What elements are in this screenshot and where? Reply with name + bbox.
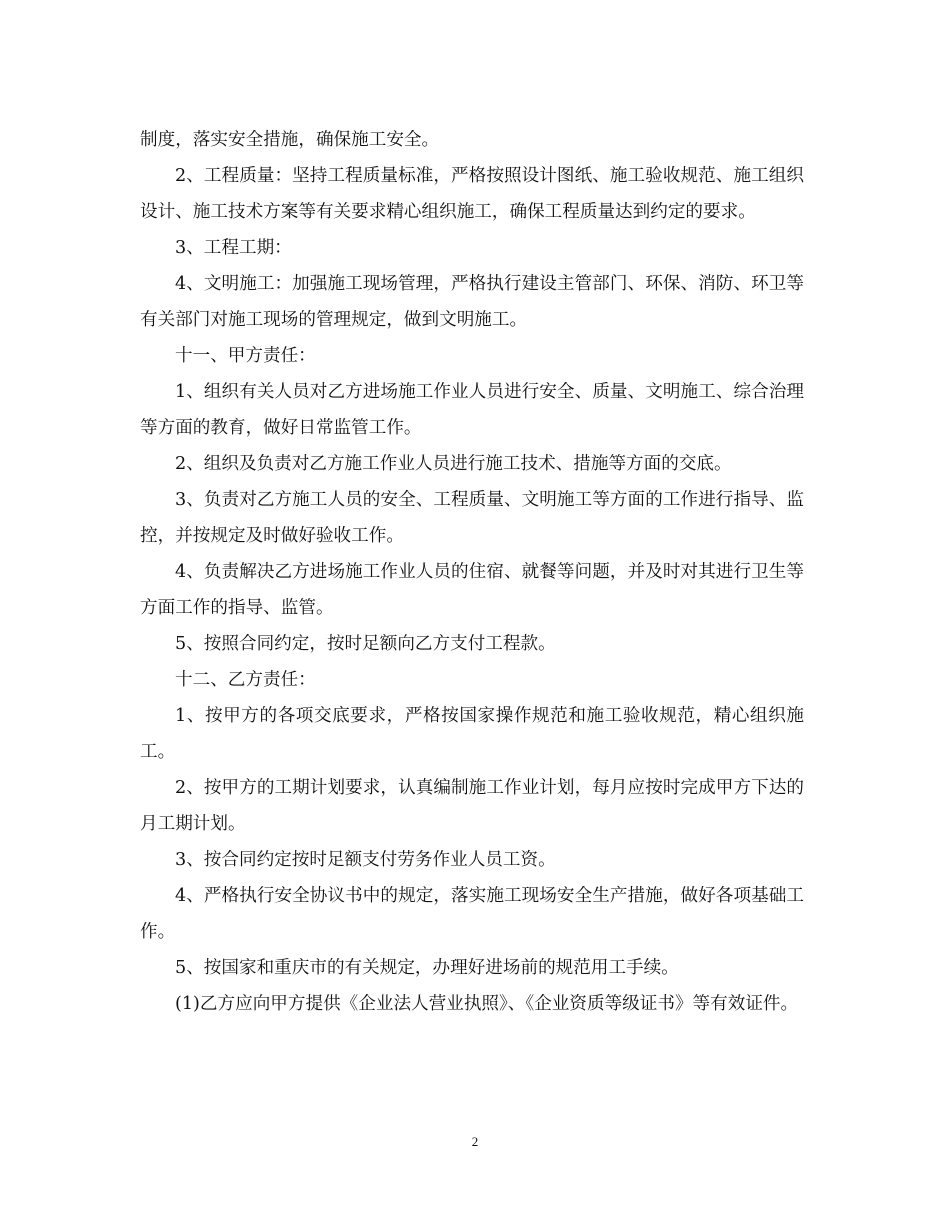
paragraph-3: 3、工程工期：	[175, 238, 292, 258]
paragraph-12: 1、按甲方的各项交底要求，严格按国家操作规范和施工验收规范，精心组织施工。	[140, 706, 804, 762]
paragraph-14: 3、按合同约定按时足额支付劳务作业人员工资。	[175, 850, 556, 870]
document-body	[140, 122, 804, 1022]
paragraph-1: 制度，落实安全措施，确保施工安全。	[140, 130, 440, 150]
paragraph-15: 4、严格执行安全协议书中的规定，落实施工现场安全生产措施，做好各项基础工作。	[140, 886, 804, 942]
paragraph-13: 2、按甲方的工期计划要求，认真编制施工作业计划，每月应按时完成甲方下达的月工期计划。	[140, 778, 804, 834]
paragraph-4: 4、文明施工：加强施工现场管理，严格执行建设主管部门、环保、消防、环卫等有关部门对施工现场的管理规定，做到文明施工。	[140, 274, 804, 330]
paragraph-9: 4、负责解决乙方进场施工作业人员的住宿、就餐等问题，并及时对其进行卫生等方面工作的指导、监管。	[140, 562, 804, 618]
paragraph-16: 5、按国家和重庆市的有关规定，办理好进场前的规范用工手续。	[175, 958, 679, 978]
paragraph-10: 5、按照合同约定，按时足额向乙方支付工程款。	[175, 634, 556, 654]
paragraph-7: 2、组织及负责对乙方施工作业人员进行施工技术、措施等方面的交底。	[175, 454, 732, 474]
section-heading-party-b: 十二、乙方责任：	[175, 670, 316, 690]
page-number: 2	[471, 1134, 479, 1149]
section-heading-party-a: 十一、甲方责任：	[175, 346, 316, 366]
paragraph-2: 2、工程质量：坚持工程质量标准，严格按照设计图纸、施工验收规范、施工组织设计、施工技术方案等有关要求精心组织施工，确保工程质量达到约定的要求。	[140, 166, 804, 222]
paragraph-8: 3、负责对乙方施工人员的安全、工程质量、文明施工等方面的工作进行指导、监控，并按规定及时做好验收工作。	[140, 490, 804, 546]
paragraph-6: 1、组织有关人员对乙方进场施工作业人员进行安全、质量、文明施工、综合治理等方面的教育，做好日常监管工作。	[140, 382, 804, 438]
paragraph-17: (1)乙方应向甲方提供《企业法人营业执照》、《企业资质等级证书》等有效证件。	[175, 994, 799, 1014]
